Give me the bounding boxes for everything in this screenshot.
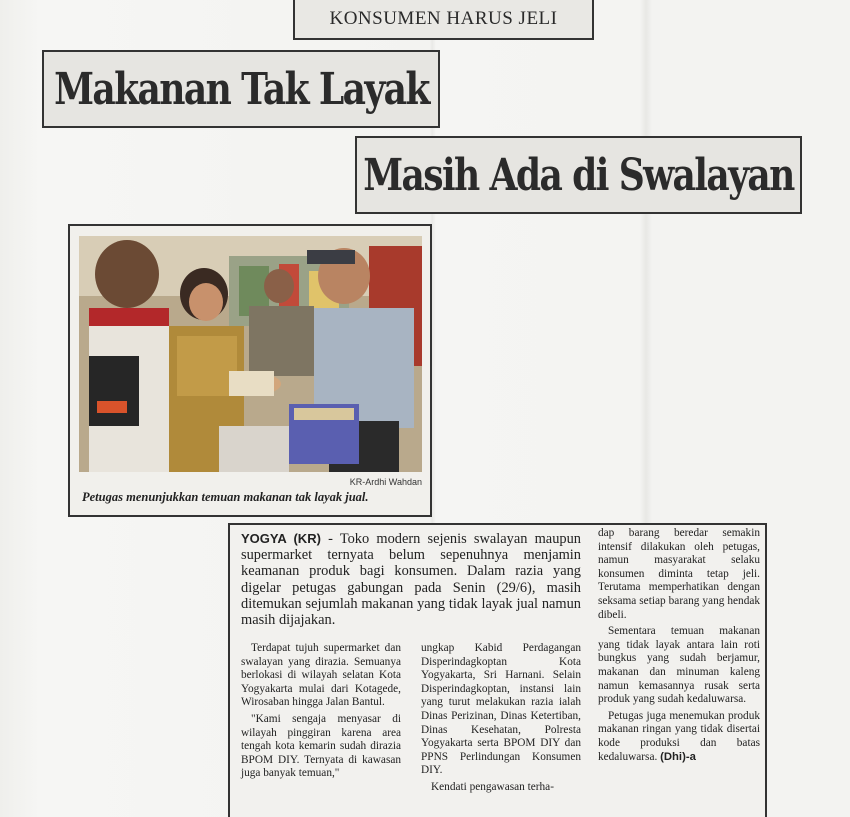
headline-line-1 <box>42 50 440 128</box>
paragraph-text: Petugas juga menemukan produk makanan ringan yang tidak disertai kode produksi dan batas kedaluwarsa. <box>598 709 760 763</box>
article-column-1 <box>241 642 401 784</box>
photo-clipping <box>68 224 432 517</box>
paragraph: Terdapat tujuh supermarket dan swalayan yang dirazia. Semuanya berlokasi di wilayah selatan Kota Yogyakarta mulai dari Kotagede, Wirosaban hingga Jalan Bantul. <box>241 642 401 709</box>
paragraph <box>598 710 760 764</box>
photo-caption: Petugas menunjukkan temuan makanan tak layak jual. <box>82 490 369 504</box>
paragraph: Sementara temuan makanan yang tidak layak antara lain roti bungkus yang sudah berjamur, makanan dan minuman kaleng namun kemasannya rusak serta produk yang sudah kedaluwarsa. <box>598 625 760 706</box>
news-photo <box>79 236 422 472</box>
headline-line-2 <box>355 136 802 214</box>
paragraph: dap barang beredar semakin intensif dilakukan oleh petugas, namun masyarakat selaku konsumen diminta tetap jeli. Terutama memperhatikan dengan seksama setiap barang yang hendak dibeli. <box>598 527 760 621</box>
photo-credit: KR-Ardhi Wahdan <box>349 477 422 487</box>
headline-line-2-text: Masih Ada di Swalayan <box>363 149 794 201</box>
photo-illustration <box>79 236 422 472</box>
paragraph: Kendati pengawasan terha- <box>431 780 554 793</box>
article-column-2 <box>421 642 581 798</box>
headline-line-1-text: Makanan Tak Layak <box>53 63 429 115</box>
article-clipping <box>228 523 767 817</box>
article-lead <box>241 531 581 628</box>
author-signoff: (Dhi)-a <box>660 750 696 763</box>
paragraph: "Kami sengaja menyasar di wilayah pinggiran karena area tengah kota kemarin sudah dirazia BPOM DIY. Ternyata di kawasan juga banyak temuan," <box>241 712 401 780</box>
paragraph: ungkap Kabid Perdagangan Disperindagkoptan Kota Yogyakarta, Sri Harnani. Selain Disperindagkoptan, instansi lain yang turut melakukan razia ialah Dinas Perizinan, Dinas Ketertiban, Dinas Kesehatan, Polresta Yogyakarta serta BPOM DIY dan PPNS Perlindungan Konsumen DIY. <box>421 642 581 777</box>
article-lead-text: - Toko modern sejenis swalayan maupun supermarket ternyata belum sepenuhnya menjamin keamanan produk bagi konsumen. Dalam razia yang digelar petugas gabungan pada Senin (29/6), masih ditemukan sejumlah makanan yang tidak layak jual namun masih dijajakan. <box>241 531 581 629</box>
kicker-label: KONSUMEN HARUS JELI <box>293 0 594 40</box>
article-dateline: YOGYA (KR) <box>241 531 321 546</box>
article-column-3 <box>598 527 760 767</box>
